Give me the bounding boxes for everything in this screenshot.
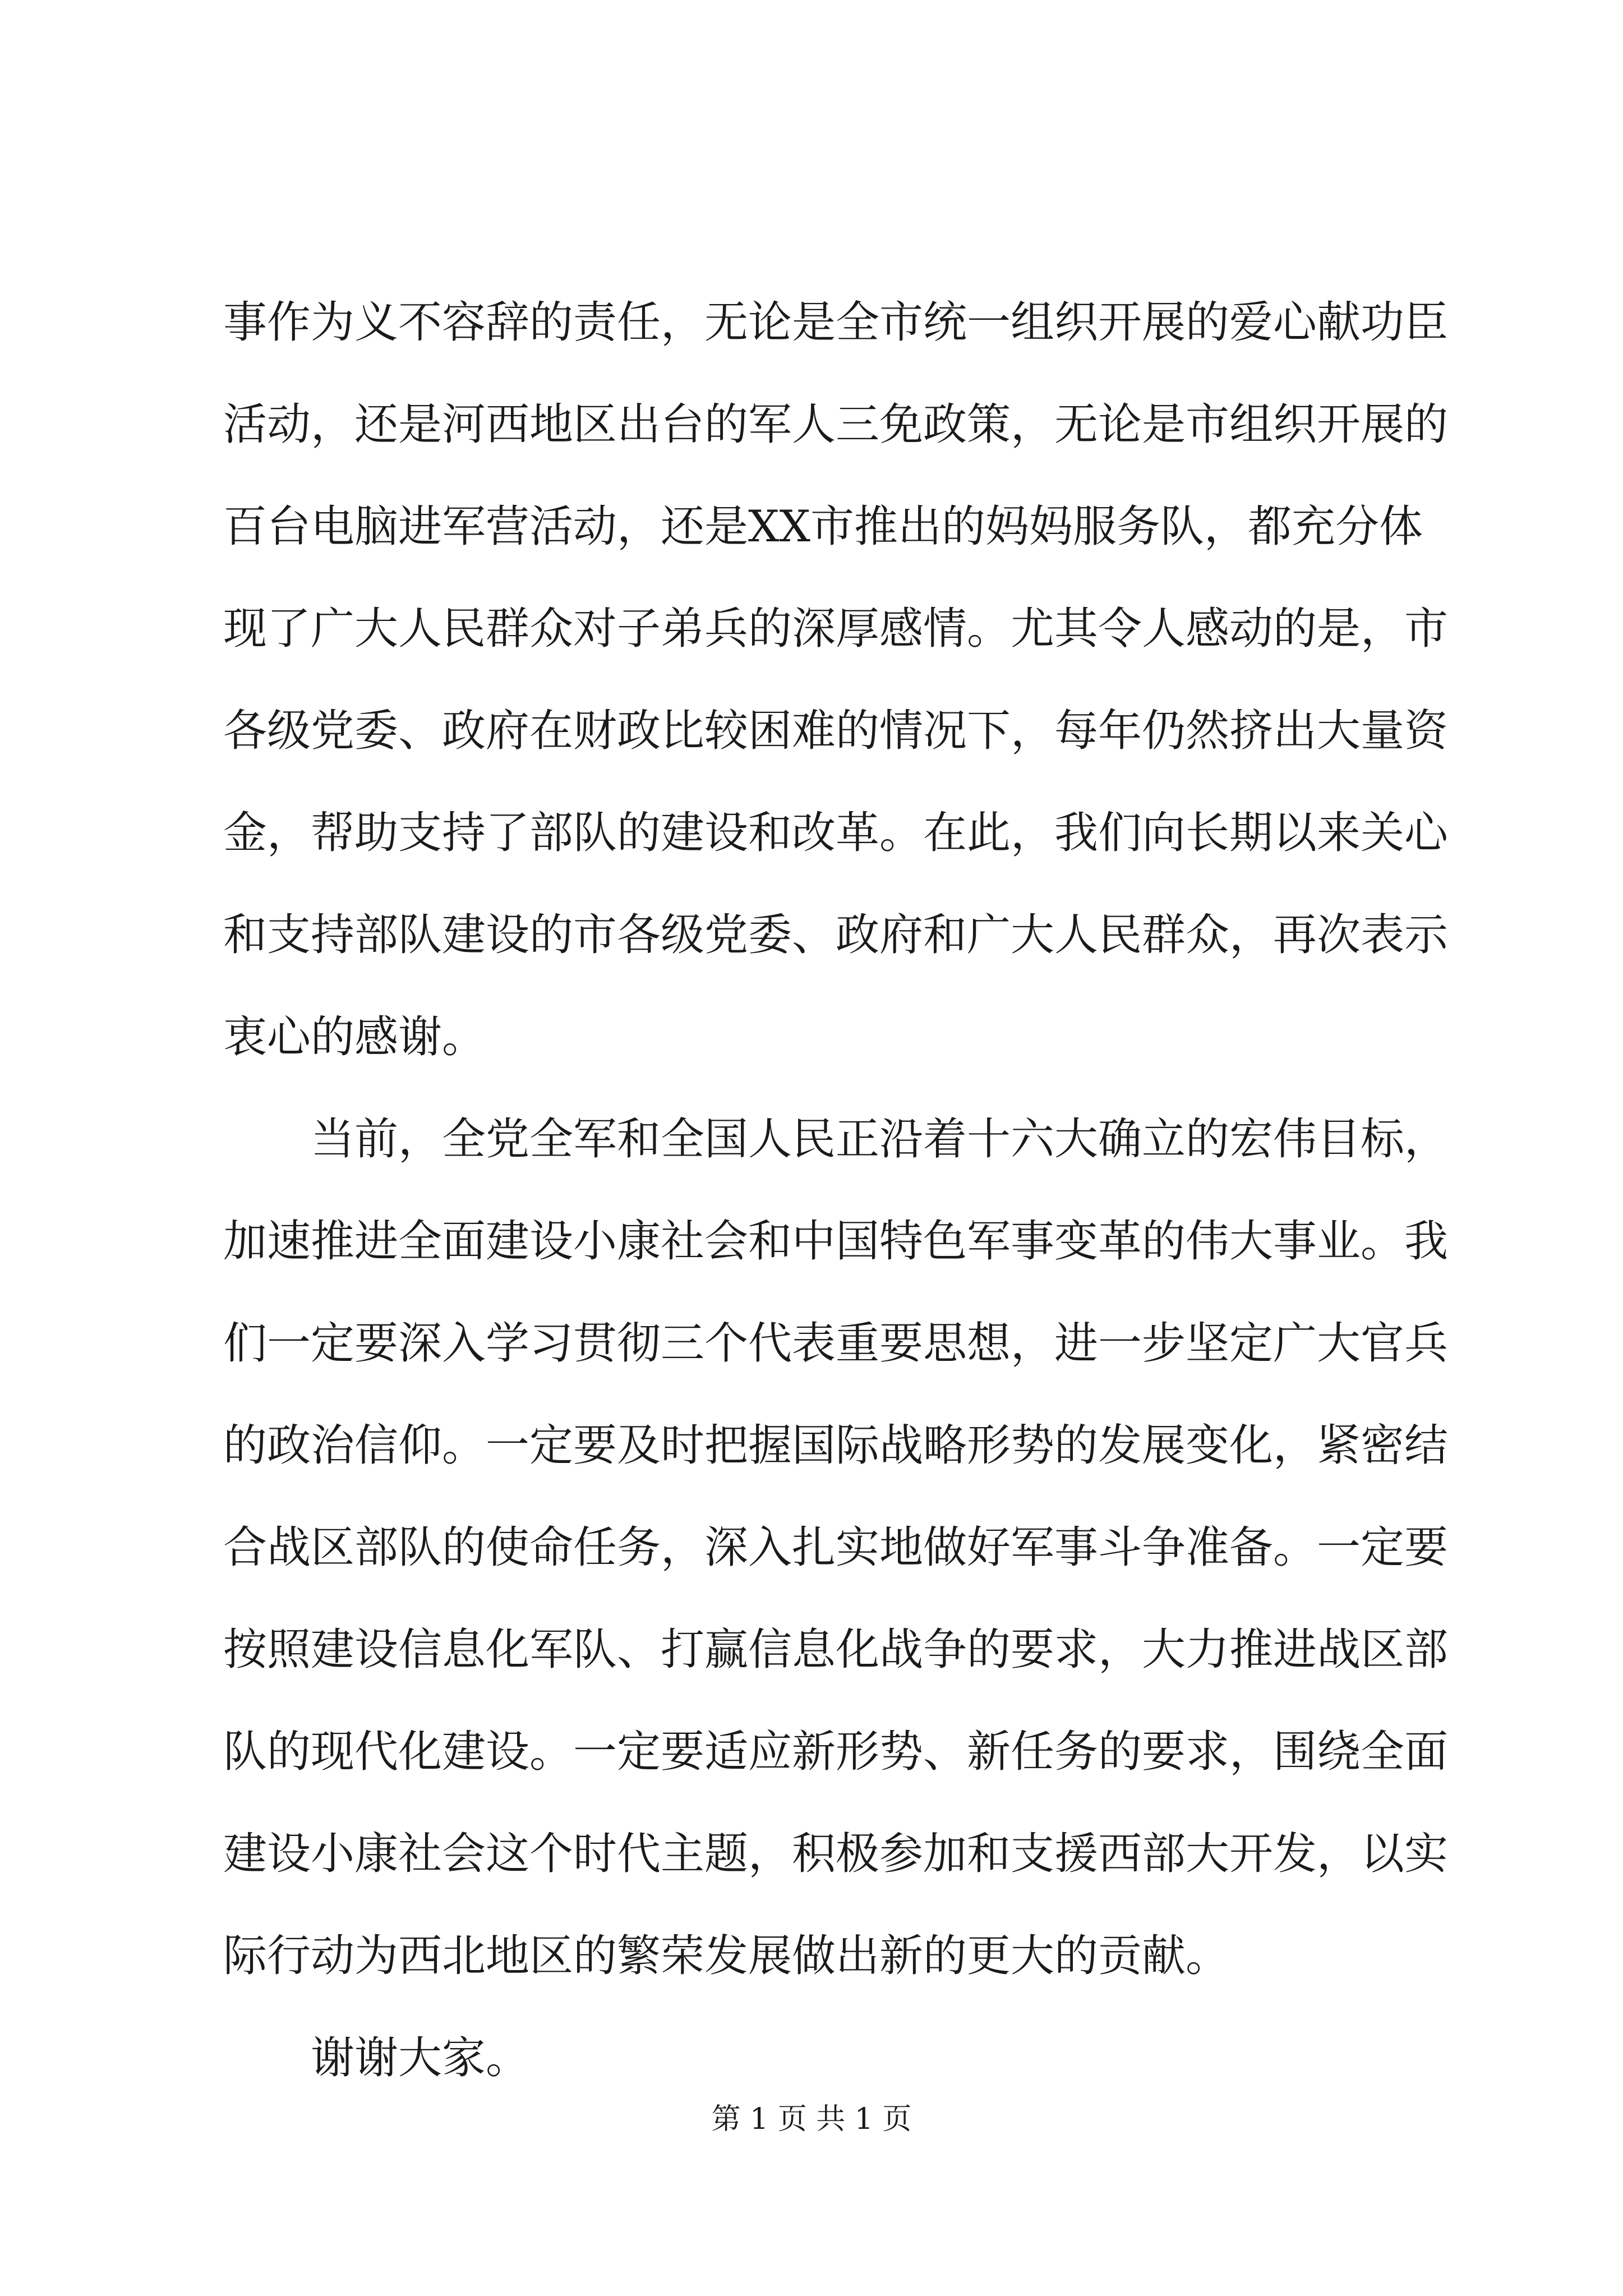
- document-body: [223, 289, 1449, 2127]
- text-line: 和支持部队建设的市各级党委、政府和广大人民群众，再次表示: [223, 910, 1449, 960]
- text-line: 队的现代化建设。一定要适应新形势、新任务的要求，围绕全面: [223, 1727, 1449, 1777]
- text-line: 际行动为西北地区的繁荣发展做出新的更大的贡献。: [223, 1931, 1230, 1981]
- text-line: 们一定要深入学习贯彻三个代表重要思想，进一步坚定广大官兵: [223, 1318, 1449, 1369]
- text-line: 各级党委、政府在财政比较困难的情况下，每年仍然挤出大量资: [223, 706, 1449, 756]
- page-number-footer: 第 1 页 共 1 页: [711, 2102, 912, 2136]
- text-line: 建设小康社会这个时代主题，积极参加和支援西部大开发，以实: [223, 1829, 1449, 1879]
- text-line: 衷心的感谢。: [223, 1012, 486, 1062]
- text-line: 金，帮助支持了部队的建设和改革。在此，我们向长期以来关心: [223, 808, 1449, 858]
- text-line: 事作为义不容辞的责任，无论是全市统一组织开展的爱心献功臣: [223, 297, 1449, 348]
- text-line: 合战区部队的使命任务，深入扎实地做好军事斗争准备。一定要: [223, 1522, 1449, 1573]
- text-line: 加速推进全面建设小康社会和中国特色军事变革的伟大事业。我: [223, 1216, 1449, 1267]
- text-line: 活动，还是河西地区出台的军人三免政策，无论是市组织开展的: [223, 399, 1449, 450]
- text-line: 当前，全党全军和全国人民正沿着十六大确立的宏伟目标，: [311, 1114, 1449, 1165]
- text-line: 的政治信仰。一定要及时把握国际战略形势的发展变化，紧密结: [223, 1420, 1449, 1471]
- text-line: 按照建设信息化军队、打赢信息化战争的要求，大力推进战区部: [223, 1625, 1449, 1675]
- text-line: 谢谢大家。: [311, 2033, 530, 2083]
- text-line: 百台电脑进军营活动，还是XX市推出的妈妈服务队，都充分体: [223, 501, 1423, 552]
- text-line: 现了广大人民群众对子弟兵的深厚感情。尤其令人感动的是，市: [223, 604, 1449, 654]
